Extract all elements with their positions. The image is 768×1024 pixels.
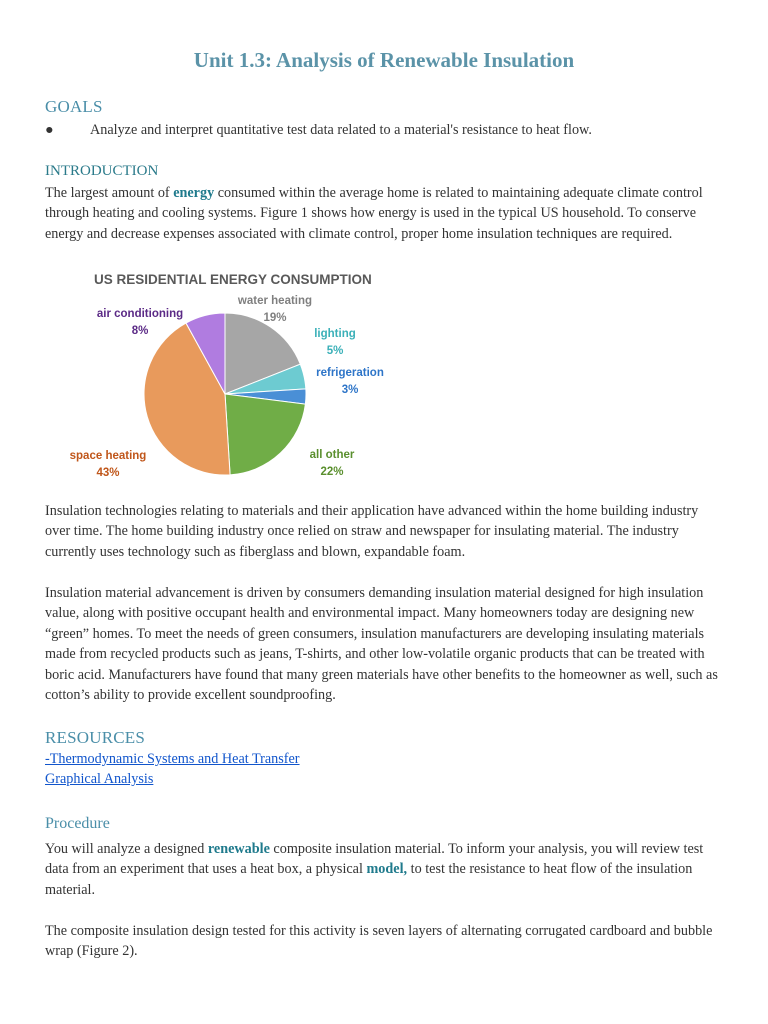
goals-item: Analyze and interpret quantitative test data related to a material's resistance to heat flow.	[90, 122, 592, 138]
pie-value-water-heating: 19%	[263, 312, 287, 324]
intro-text: The largest amount of	[45, 185, 174, 201]
pie-value-refrigeration: 3%	[341, 384, 359, 396]
pie-label-all-other: all other	[309, 449, 355, 461]
page-title: Unit 1.3: Analysis of Renewable Insulation	[193, 48, 575, 72]
intro-paragraph-1	[45, 183, 725, 244]
pie-label-lighting: lighting	[314, 328, 356, 340]
procedure-paragraph-2: The composite insulation design tested for this activity is seven layers of alternating corrugated cardboard and bubble wrap (Figure 2).	[45, 923, 713, 960]
link-thermodynamic-systems[interactable]: -Thermodynamic Systems and Heat Transfer	[45, 751, 300, 767]
pie-label-refrigeration: refrigeration	[316, 367, 384, 379]
energy-pie-chart	[60, 266, 410, 486]
resources-heading: RESOURCES	[45, 728, 146, 747]
chart-title: US RESIDENTIAL ENERGY CONSUMPTION	[94, 272, 372, 287]
pie-value-all-other: 22%	[320, 466, 344, 478]
introduction-heading: INTRODUCTION	[45, 163, 159, 179]
link-graphical-analysis[interactable]: Graphical Analysis	[45, 771, 154, 787]
intro-paragraph-3: Insulation material advancement is driven by consumers demanding insulation material designed for high insulation value, along with positive occupant health and environmental impact. Many homeowners today are designing new “green” homes. To meet the needs of green consumers, insulation manufacturers are developing insulating materials made from recycled products such as jeans, T-shirts, and other low-volatile organic products that can be treated with boric acid. Manufacturers have found that many green materials have other benefits to the homeowner as well, such as cotton’s ability to provide excellent soundproofing.	[45, 585, 718, 704]
pie-label-water-heating: water heating	[237, 295, 313, 307]
procedure-paragraph-1	[45, 839, 725, 900]
pie-value-space-heating: 43%	[96, 467, 120, 479]
pie-slice-all-other	[225, 394, 305, 475]
procedure-text: to test the resistance to heat flow of the insulation material.	[45, 861, 693, 898]
keyword-energy: energy	[173, 185, 215, 201]
goals-heading: GOALS	[45, 97, 103, 116]
procedure-text: You will analyze a designed	[45, 841, 208, 857]
intro-text: consumed within the average home is related to maintaining adequate climate control through heating and cooling systems. Figure 1 shows how energy is used in the typical US household. To conserve energy and decrease expenses associated with climate control, proper home insulation techniques are required.	[45, 185, 703, 242]
keyword-renewable: renewable	[207, 841, 270, 857]
procedure-text: composite insulation material. To inform your analysis, you will review test data from an experiment that uses a heat box, a physical	[45, 841, 704, 878]
bullet-icon: ●	[45, 122, 54, 138]
keyword-model: model,	[366, 861, 408, 878]
intro-paragraph-2: Insulation technologies relating to materials and their application have advanced within the home building industry over time. The home building industry once relied on straw and newspaper for insulating material. The industry currently uses technology such as fiberglass and blown, expandable foam.	[45, 503, 699, 560]
pie-value-lighting: 5%	[326, 345, 344, 357]
pie-value-air-conditioning: 8%	[131, 325, 149, 337]
pie-label-space-heating: space heating	[69, 450, 147, 462]
pie-label-air-conditioning: air conditioning	[96, 308, 184, 320]
pie-slices	[144, 313, 306, 475]
procedure-heading: Procedure	[45, 815, 110, 832]
